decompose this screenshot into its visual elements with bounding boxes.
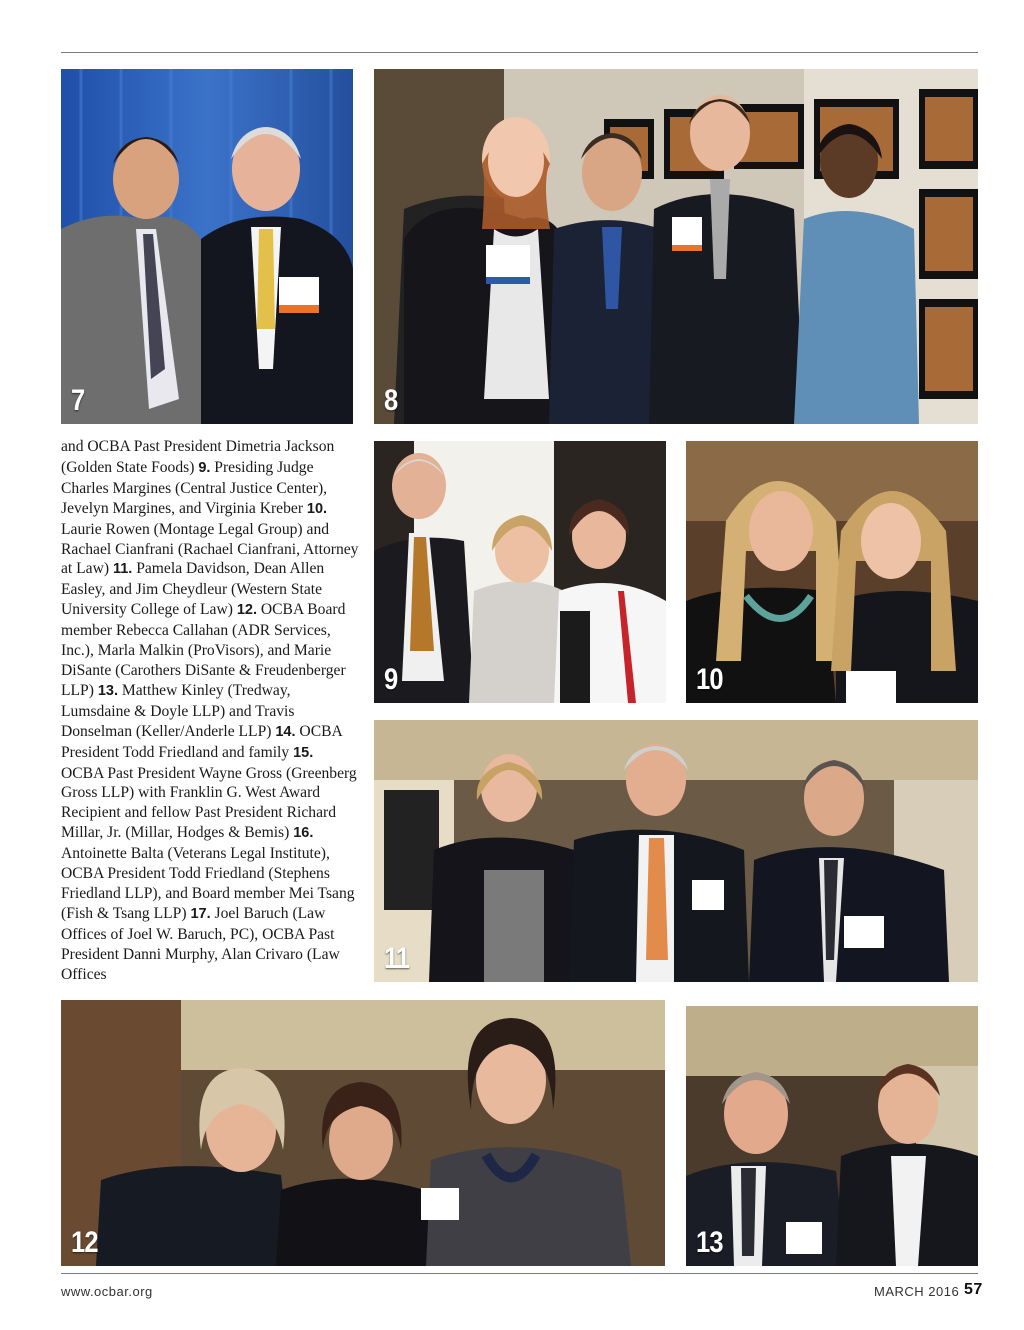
page-number: 57 — [964, 1281, 983, 1298]
photo-number: 13 — [696, 1226, 723, 1259]
photo-number: 9 — [384, 663, 398, 696]
photo-number: 10 — [696, 663, 723, 696]
caption-segment-13: 13. Matthew Kinley (Tredway, Lumsdaine & Doyle LLP) and Travis Donselman (Keller/Anderle LLP) — [61, 681, 295, 740]
photo-11 — [374, 720, 978, 982]
bottom-rule — [61, 1273, 978, 1274]
photo-9 — [374, 441, 666, 703]
caption-segment-16: 16. Antoinette Balta (Veterans Legal Institute), OCBA President Todd Friedland (Stephens Friedland LLP), and Board member Mei Tsang (Fish & Tsang LLP) — [61, 825, 355, 922]
caption-segment-17: 17. Joel Baruch (Law Offices of Joel W. Baruch, PC), OCBA Past President Danni Murphy, Alan Crivaro (Law Offices — [61, 904, 340, 983]
footer-date: MARCH 2016 — [874, 1284, 960, 1299]
caption-segment-11: 11. Pamela Davidson, Dean Allen Easley, and Jim Cheydleur (Western State University College of Law) — [61, 560, 325, 619]
photo-8 — [374, 69, 978, 424]
caption-segment-0: and OCBA Past President Dimetria Jackson (Golden State Foods) — [61, 438, 335, 476]
photo-number: 7 — [71, 384, 85, 417]
caption-segment-10: 10. Laurie Rowen (Montage Legal Group) and Rachael Cianfrani (Rachael Cianfrani, Attorney at Law) — [61, 500, 359, 578]
caption-segment-14: 14. OCBA President Todd Friedland and family — [61, 722, 342, 761]
photo-number: 12 — [71, 1226, 98, 1259]
footer-url: www.ocbar.org — [61, 1284, 153, 1299]
photo-12 — [61, 1000, 665, 1266]
photo-number: 8 — [384, 384, 398, 417]
caption-segment-15: 15. OCBA Past President Wayne Gross (Greenberg Gross LLP) with Franklin G. West Award Recipient and fellow Past President Richard Millar, Jr. (Millar, Hodges & Bemis) — [61, 744, 357, 842]
top-rule — [61, 52, 978, 53]
caption-segment-12: 12. OCBA Board member Rebecca Callahan (ADR Services, Inc.), Marla Malkin (ProVisors), and Marie DiSante (Carothers DiSante & Freudenberger LLP) — [61, 601, 346, 699]
photo-13 — [686, 1006, 978, 1266]
photo-caption — [61, 437, 359, 984]
photo-10 — [686, 441, 978, 703]
caption-segment-9: 9. Presiding Judge Charles Margines (Central Justice Center), Jevelyn Margines, and Virginia Kreber — [61, 458, 328, 517]
photo-number: 11 — [384, 942, 410, 975]
photo-7 — [61, 69, 353, 424]
